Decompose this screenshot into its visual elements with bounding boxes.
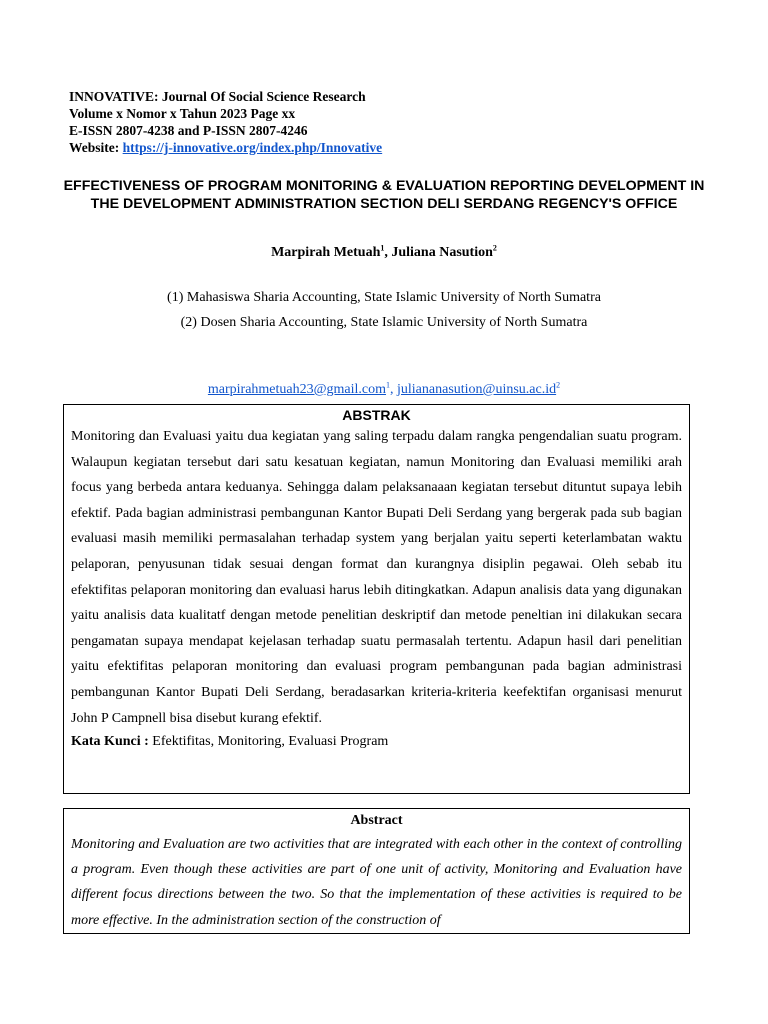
author-1: Marpirah Metuah [271, 245, 381, 260]
author-2: Juliana Nasution [391, 245, 493, 260]
affiliation-2: (2) Dosen Sharia Accounting, State Islamic University of North Sumatra [180, 315, 588, 330]
journal-header [69, 88, 382, 156]
website-label: Website: [69, 140, 123, 155]
author-2-marker: 2 [492, 243, 497, 253]
journal-issn: E-ISSN 2807-4238 and P-ISSN 2807-4246 [69, 123, 308, 138]
email-separator: , [390, 382, 398, 397]
keywords-label: Kata Kunci : [71, 734, 153, 750]
email-line [0, 381, 768, 399]
author-separator: , [384, 245, 392, 260]
journal-website [69, 139, 382, 156]
author-line [0, 244, 768, 262]
author-1-marker: 1 [380, 243, 385, 253]
email-2-marker: 2 [556, 380, 561, 390]
journal-volume: Volume x Nomor x Tahun 2023 Page xx [69, 106, 296, 121]
email-1-marker: 1 [386, 380, 391, 390]
abstrak-heading: ABSTRAK [342, 407, 411, 423]
keywords-value: Efektifitas, Monitoring, Evaluasi Program [152, 734, 389, 750]
abstrak-box [63, 404, 690, 794]
journal-name: INNOVATIVE: Journal Of Social Science Research [69, 89, 366, 104]
abstrak-text: Monitoring dan Evaluasi yaitu dua kegiatan yang saling terpadu dalam rangka pengendalian suatu program. Walaupun kegiatan tersebut dari satu kesatuan kegiatan, namun Monitoring dan Evaluasi memiliki arah focus yang berbeda antara keduanya. Sehingga dalam pelaksanaaan kegiatan tersebut dituntut supaya lebih efektif. Pada bagian administrasi pembangunan Kantor Bupati Deli Serdang yang bergerak pada sub bagian evaluasi masih memiliki permasalahan terhadap system yang berjalan yaitu seperti keterlambatan waktu pelaporan, penyusunan tidak sesuai dengan format dan kurangnya disiplin pegawai. Oleh sebab itu efektifitas pelaporan monitoring dan evaluasi harus lebih ditingkatkan. Adapun analisis data yang digunakan yaitu analisis data kualitatf dengan metode penelitian deskriptif dan metode peneltian ini dilakukan secara pengamatan supaya mendapat kejelasan terhadap suatu permasalah tertentu. Adapun hasil dari penelitian yaitu efektifitas pelaporan monitoring dan evaluasi program pembangunan pada bagian administrasi pembangunan Kantor Bupati Deli Serdang, beradasarkan kriteria-kriteria keefektifan organisasi menurut John P Campnell bisa disebut kurang efektif. [71, 429, 682, 726]
abstract-heading: Abstract [350, 813, 403, 828]
email-2-link[interactable]: juliananasution@uinsu.ac.id [397, 382, 557, 397]
abstract-text: Monitoring and Evaluation are two activities that are integrated with each other in the context of controlling a program. Even though these activities are part of one unit of activity, Monitoring and Evaluation have different focus directions between the two. So that the implementation of these activities is required to be more effective. In the administration section of the construction of [71, 837, 682, 928]
affiliation-1: (1) Mahasiswa Sharia Accounting, State Islamic University of North Sumatra [167, 290, 601, 305]
website-link[interactable]: https://j-innovative.org/index.php/Innovative [122, 140, 383, 155]
abstrak-keywords [71, 733, 682, 751]
paper-title: EFFECTIVENESS OF PROGRAM MONITORING & EVALUATION REPORTING DEVELOPMENT IN THE DEVELOPMENT ADMINISTRATION SECTION DELI SERDANG REGENCY'S OFFICE [63, 178, 705, 212]
abstract-box [63, 808, 690, 934]
email-1-link[interactable]: marpirahmetuah23@gmail.com [207, 382, 387, 397]
